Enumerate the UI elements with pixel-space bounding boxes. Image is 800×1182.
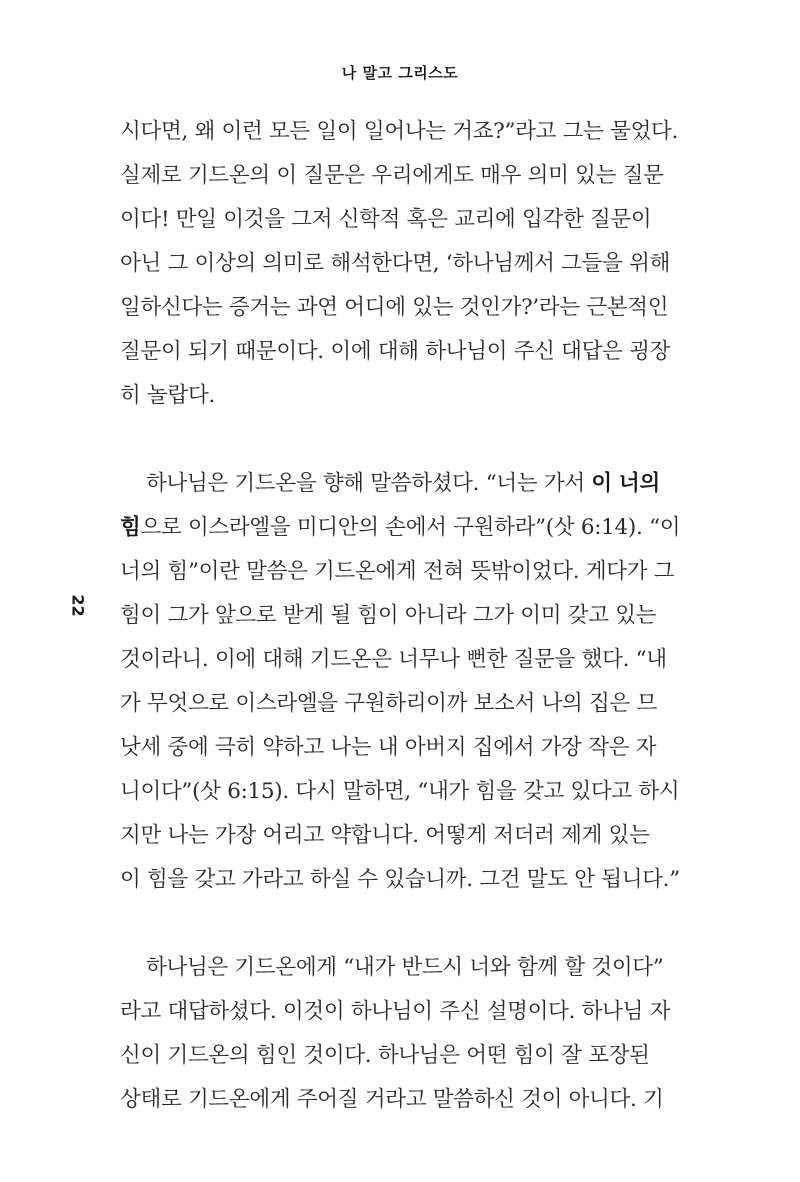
text-line: 너의 힘”이란 말씀은 기드온에게 전혀 뜻밖이었다. 게다가 그	[120, 559, 675, 584]
text-line: 라고 대답하셨다. 이것이 하나님이 주신 설명이다. 하나님 자	[120, 999, 671, 1024]
paragraph-2	[120, 462, 681, 902]
text-line: 질문이 되기 때문이다. 이에 대해 하나님이 주신 대답은 굉장	[120, 339, 671, 364]
paragraph-gap	[120, 418, 650, 462]
text-line: 지만 나는 가장 어리고 약합니다. 어떻게 저더러 제게 있는	[120, 823, 650, 848]
text-line: 아닌 그 이상의 의미로 해석한다면, ‘하나님께서 그들을 위해	[120, 251, 671, 276]
running-header: 나 말고 그리스도	[341, 64, 459, 82]
page-number: 22	[68, 594, 88, 617]
text-line: 힘이 그가 앞으로 받게 될 힘이 아니라 그가 이미 갖고 있는	[120, 603, 657, 628]
text-line: 실제로 기드온의 이 질문은 우리에게도 매우 의미 있는 질문	[120, 163, 664, 188]
text-line: 것이라니. 이에 대해 기드온은 너무나 뻔한 질문을 했다. “내	[120, 647, 667, 672]
body-text	[120, 110, 681, 1122]
emphasis-text: 힘	[120, 515, 141, 540]
text-line: 낫세 중에 극히 약하고 나는 내 아버지 집에서 가장 작은 자	[120, 735, 657, 760]
text-line: 히 놀랍다.	[120, 383, 215, 408]
text-line: 상태로 기드온에게 주어질 거라고 말씀하신 것이 아니다. 기	[120, 1087, 664, 1112]
text-line	[120, 462, 660, 506]
text-line: 이다! 만일 이것을 그저 신학적 혹은 교리에 입각한 질문이	[120, 207, 652, 232]
emphasis-text: 이 너의	[591, 471, 660, 496]
text-line: 시다면, 왜 이런 모든 일이 일어나는 거죠?”라고 그는 물었다.	[120, 119, 679, 144]
paragraph-3	[120, 946, 671, 1122]
text-line: 니이다”(삿 6:15). 다시 말하면, “내가 힘을 갖고 있다고 하시	[120, 779, 680, 804]
text-line: 신이 기드온의 힘인 것이다. 하나님은 어떤 힘이 잘 포장된	[120, 1043, 650, 1068]
text-line: 가 무엇으로 이스라엘을 구원하리이까 보소서 나의 집은 므	[120, 691, 657, 716]
text-run: 으로 이스라엘을 미디안의 손에서 구원하라”(삿 6:14). “이	[140, 515, 681, 540]
text-run: 하나님은 기드온을 향해 말씀하셨다. “너는 가서	[146, 471, 592, 496]
paragraph-1	[120, 110, 679, 418]
text-line: 하나님은 기드온에게 “내가 반드시 너와 함께 할 것이다”	[146, 955, 664, 980]
text-line: 일하신다는 증거는 과연 어디에 있는 것인가?’라는 근본적인	[120, 295, 669, 320]
text-line: 이 힘을 갖고 가라고 하실 수 있습니까. 그건 말도 안 됩니다.”	[120, 867, 680, 892]
text-line	[120, 506, 681, 550]
paragraph-gap	[120, 902, 650, 946]
